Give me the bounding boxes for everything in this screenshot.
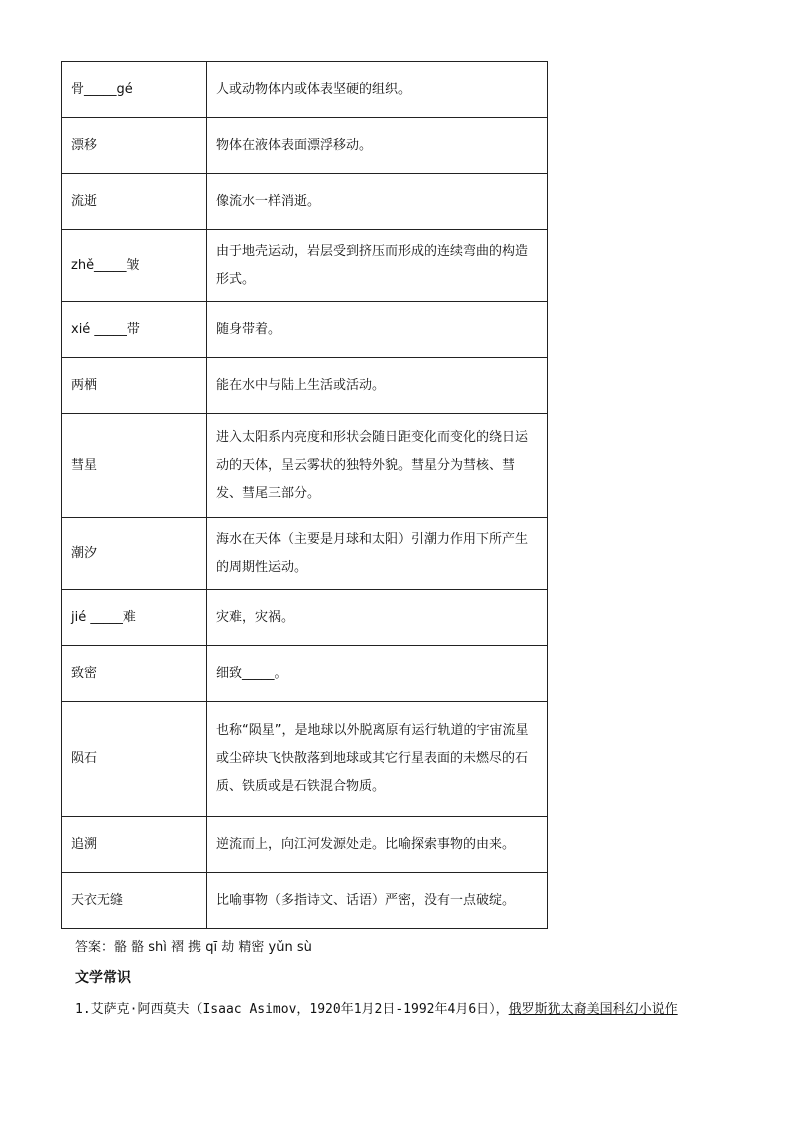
item-link-text: 俄罗斯犹太裔美国科幻小说作 bbox=[508, 1002, 678, 1017]
table-row bbox=[62, 590, 548, 646]
table-row bbox=[62, 358, 548, 414]
table-row bbox=[62, 817, 548, 873]
item-text: 1.艾萨克·阿西莫夫（Isaac Asimov，1920年1月2日-1992年4月6日）， bbox=[75, 1002, 509, 1017]
term-cell: 骨_____gé bbox=[62, 62, 207, 118]
term-cell: 流逝 bbox=[62, 174, 207, 230]
definition-cell: 由于地壳运动，岩层受到挤压而形成的连续弯曲的构造形式。 bbox=[207, 230, 548, 302]
table-row bbox=[62, 230, 548, 302]
table-row bbox=[62, 873, 548, 929]
term-cell: 彗星 bbox=[62, 414, 207, 518]
term-cell: 两栖 bbox=[62, 358, 207, 414]
definition-cell: 随身带着。 bbox=[207, 302, 548, 358]
answer-line: 答案：骼 骼 shì 褶 携 qī 劫 精密 yǔn sù bbox=[75, 940, 312, 955]
term-cell: 潮汐 bbox=[62, 518, 207, 590]
table-row bbox=[62, 702, 548, 817]
definition-cell: 灾难，灾祸。 bbox=[207, 590, 548, 646]
term-cell: 致密 bbox=[62, 646, 207, 702]
term-cell: jié _____难 bbox=[62, 590, 207, 646]
term-cell: zhě_____皱 bbox=[62, 230, 207, 302]
term-cell: 天衣无缝 bbox=[62, 873, 207, 929]
definition-cell: 人或动物体内或体表坚硬的组织。 bbox=[207, 62, 548, 118]
table-row bbox=[62, 302, 548, 358]
definition-cell: 比喻事物（多指诗文、话语）严密，没有一点破绽。 bbox=[207, 873, 548, 929]
definition-cell: 细致_____。 bbox=[207, 646, 548, 702]
vocabulary-table bbox=[61, 61, 548, 929]
definition-cell: 能在水中与陆上生活或活动。 bbox=[207, 358, 548, 414]
definition-cell: 物体在液体表面漂浮移动。 bbox=[207, 118, 548, 174]
table-row bbox=[62, 646, 548, 702]
definition-cell: 像流水一样消逝。 bbox=[207, 174, 548, 230]
table-row bbox=[62, 518, 548, 590]
table-row bbox=[62, 118, 548, 174]
literature-item bbox=[75, 1000, 678, 1020]
term-cell: 追溯 bbox=[62, 817, 207, 873]
table-row bbox=[62, 414, 548, 518]
definition-cell: 也称“陨星”，是地球以外脱离原有运行轨道的宇宙流星或尘碎块飞快散落到地球或其它行星表面的未燃尽的石质、铁质或是石铁混合物质。 bbox=[207, 702, 548, 817]
definition-cell: 进入太阳系内亮度和形状会随日距变化而变化的绕日运动的天体，呈云雾状的独特外貌。彗星分为彗核、彗发、彗尾三部分。 bbox=[207, 414, 548, 518]
term-cell: 陨石 bbox=[62, 702, 207, 817]
table-row bbox=[62, 62, 548, 118]
table-row bbox=[62, 174, 548, 230]
term-cell: 漂移 bbox=[62, 118, 207, 174]
definition-cell: 海水在天体（主要是月球和太阳）引潮力作用下所产生的周期性运动。 bbox=[207, 518, 548, 590]
definition-cell: 逆流而上，向江河发源处走。比喻探索事物的由来。 bbox=[207, 817, 548, 873]
section-title: 文学常识 bbox=[75, 970, 131, 986]
term-cell: xié _____带 bbox=[62, 302, 207, 358]
